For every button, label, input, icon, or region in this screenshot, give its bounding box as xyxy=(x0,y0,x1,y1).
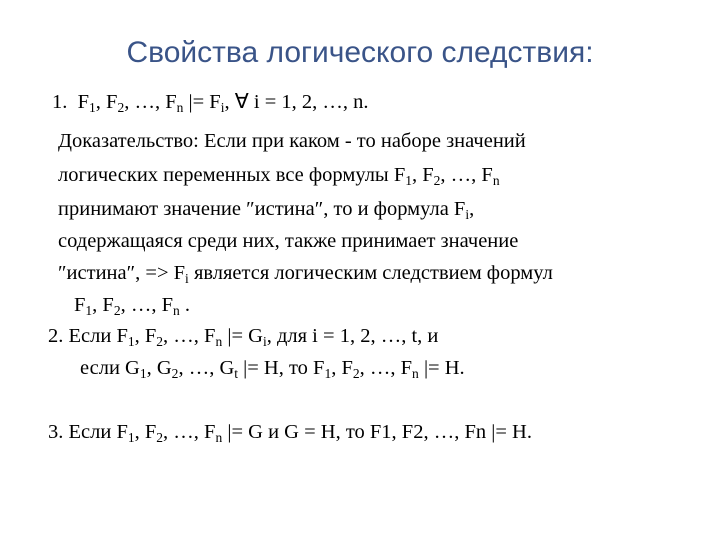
item1-line4: принимают значение ″истина″, то и формула $F_i$, xyxy=(58,198,475,222)
item2-line1: 2. Если $F_1$, $F_2$, …, $F_n$ |= $G_i$, для i = 1, 2, …, t, и xyxy=(48,325,439,349)
item1-line1: 1. $F_1$, $F_2$, …, $F_n$ |= $F_i$, ∀ i = 1, 2, …, n. xyxy=(52,91,369,115)
item1-line6: ″истина″, => $F_i$ является логическим следствием формул xyxy=(58,262,553,286)
item1-line7: $F_1$, $F_2$, …, $F_n$ . xyxy=(74,294,191,318)
slide-title: Свойства логического следствия: xyxy=(126,36,594,69)
item1-line2: Доказательство: Если при каком - то наборе значений xyxy=(58,130,526,152)
item1-line5: содержащаяся среди них, также принимает значение xyxy=(58,230,519,252)
item-number: 1. xyxy=(52,91,68,113)
item2-line2: если $G_1$, $G_2$, …, $G_t$ |= H, то $F_1$, $F_2$, …, $F_n$ |= H. xyxy=(80,357,465,381)
item3-line1: 3. Если $F_1$, $F_2$, …, $F_n$ |= G и G = H, то F1, F2, …, Fn |= H. xyxy=(48,421,532,445)
item1-line3: логических переменных все формулы $F_1$, $F_2$, …, $F_n$ xyxy=(58,164,500,188)
